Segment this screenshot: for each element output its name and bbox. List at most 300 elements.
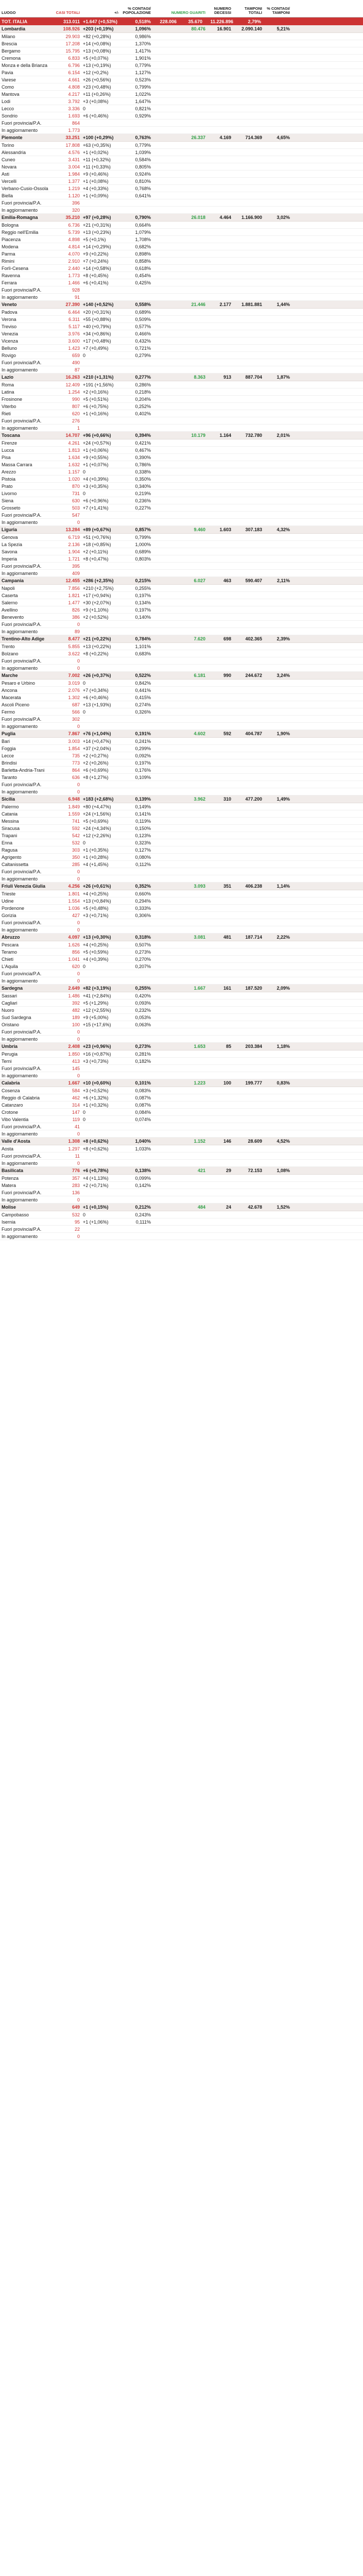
province-casi: 1.377 [68, 178, 80, 184]
province-casi: 741 [72, 818, 80, 824]
province-pct: 0,074% [135, 1116, 151, 1122]
province-pct [120, 980, 152, 981]
province-name: Vercelli [2, 178, 17, 184]
province-row [0, 818, 363, 825]
province-row [0, 490, 363, 497]
province-casi: 15.795 [65, 48, 80, 54]
col-luogo[interactable]: LUOGO [2, 10, 16, 15]
region-row[interactable] [0, 1204, 363, 1211]
province-pct: 0,294% [135, 898, 151, 904]
province-casi: 0 [77, 971, 80, 976]
region-name: Molise [2, 1205, 16, 1210]
province-casi: 0 [77, 1197, 80, 1202]
region-row[interactable] [0, 985, 363, 992]
province-var: +15 (+17,6%) [83, 1022, 111, 1027]
region-row[interactable] [0, 1079, 363, 1087]
province-row [0, 788, 363, 795]
province-var: +9 (+0,46%) [83, 171, 109, 177]
province-var: +24 (+4,34%) [83, 825, 111, 831]
region-decessi: 1.164 [219, 433, 231, 438]
province-var [81, 522, 120, 523]
province-row [0, 468, 363, 476]
province-var [81, 1068, 120, 1069]
region-decessi: 29 [226, 1168, 231, 1173]
region-row[interactable] [0, 134, 363, 142]
province-pct: 0,402% [135, 411, 151, 416]
region-guariti: 80.476 [191, 26, 205, 31]
province-pct: 0,084% [135, 1109, 151, 1115]
col-var[interactable]: +/- [114, 10, 119, 15]
province-name: Gorizia [2, 912, 16, 918]
province-name: Brescia [2, 41, 18, 46]
province-name: Latina [2, 389, 14, 395]
province-casi: 87 [74, 367, 80, 372]
province-var: +18 (+0,85%) [83, 541, 111, 547]
province-pct: 0,092% [135, 753, 151, 758]
province-row [0, 657, 363, 665]
province-pct: 0,507% [135, 942, 151, 947]
region-row[interactable] [0, 374, 363, 381]
province-casi: 1.626 [68, 942, 80, 947]
region-casi: 2.408 [68, 1044, 80, 1049]
province-casi: 314 [72, 1102, 80, 1108]
region-row[interactable] [0, 577, 363, 585]
province-name: Piacenza [2, 236, 21, 242]
province-row [0, 1036, 363, 1043]
province-pct: 0,111% [135, 1219, 151, 1225]
province-var: +11 (+0,33%) [83, 164, 111, 170]
province-casi: 396 [72, 200, 80, 206]
region-row[interactable] [0, 883, 363, 890]
region-var: +76 (+1,04%) [83, 731, 111, 736]
region-spacer [152, 937, 181, 938]
province-row [0, 919, 363, 926]
province-var: +13 (+1,93%) [83, 702, 111, 707]
province-name: Matera [2, 1182, 16, 1188]
province-casi: 302 [72, 716, 80, 722]
province-var [81, 719, 120, 720]
province-pct: 0,584% [135, 157, 151, 162]
province-var: +6 (+0,75%) [83, 403, 109, 409]
region-name: Calabria [2, 1080, 20, 1086]
province-var: 0 [83, 106, 86, 111]
province-row [0, 1189, 363, 1196]
province-var: 0 [83, 680, 86, 686]
province-name: Belluno [2, 345, 18, 351]
province-pct [120, 871, 152, 872]
region-pct: 0,763% [135, 135, 151, 140]
province-name: Terni [2, 1058, 12, 1064]
province-name: Vicenza [2, 338, 18, 344]
region-casi: 6.948 [68, 796, 80, 802]
province-row [0, 417, 363, 425]
region-casi: 14.707 [65, 433, 80, 438]
region-positivi: 2,09% [276, 986, 290, 991]
province-var [81, 660, 120, 662]
col-decessi[interactable]: NUMERO DECESSI [214, 6, 231, 15]
province-name: Reggio di Calabria [2, 1095, 40, 1100]
province-var: +14 (+0,08%) [83, 41, 111, 46]
province-row [0, 875, 363, 883]
province-var: +7 (+1,41%) [83, 505, 109, 511]
province-name: Nuoro [2, 1007, 14, 1013]
province-var: 0 [83, 1109, 86, 1115]
province-name: Fuori provincia/P.A. [2, 200, 42, 206]
region-pct: 0,255% [135, 986, 151, 991]
region-var: +100 (+0,29%) [83, 135, 114, 140]
province-pct [120, 130, 152, 131]
province-pct [120, 1236, 152, 1237]
region-pct: 0,273% [135, 1044, 151, 1049]
region-guariti: 21.446 [191, 302, 205, 307]
province-casi: 320 [72, 207, 80, 213]
province-name: Roma [2, 382, 14, 387]
region-tamponi: 406.238 [245, 884, 262, 889]
province-pct: 0,340% [135, 483, 151, 489]
province-row [0, 323, 363, 330]
province-var: +80 (+4,47%) [83, 804, 111, 809]
province-name: Padova [2, 309, 18, 315]
province-pct: 0,232% [135, 1007, 151, 1013]
province-row [0, 1050, 363, 1058]
province-row [0, 83, 363, 91]
province-casi: 4.661 [68, 77, 80, 82]
province-row [0, 1233, 363, 1240]
region-row[interactable] [0, 635, 363, 643]
region-row[interactable] [0, 672, 363, 680]
province-pct: 0,441% [135, 687, 151, 693]
province-casi: 1.157 [68, 469, 80, 474]
province-name: Cremona [2, 55, 21, 61]
province-pct: 0,279% [135, 352, 151, 358]
province-name: Monza e della Brianza [2, 62, 48, 68]
region-positivi: 1,87% [276, 375, 290, 380]
province-casi: 11 [75, 1153, 80, 1159]
region-pct: 0,522% [135, 673, 151, 678]
province-name: Pescara [2, 942, 19, 947]
province-casi: 532 [72, 1212, 80, 1217]
region-tamponi: 28.609 [248, 1139, 262, 1144]
province-row [0, 941, 363, 948]
province-name: Taranto [2, 774, 18, 780]
province-casi: 462 [72, 1095, 80, 1100]
province-var: +21 (+0,31%) [83, 222, 111, 228]
province-name: Pesaro e Urbino [2, 680, 36, 686]
province-pct: 0,323% [135, 840, 151, 845]
province-pct: 0,390% [135, 454, 151, 460]
region-tamponi: 1.166.900 [241, 215, 262, 220]
province-var: +7 (+0,24%) [83, 258, 109, 264]
province-casi: 91 [74, 294, 80, 300]
region-pct: 0,191% [135, 731, 151, 736]
col-casi[interactable]: CASI TOTALI [56, 10, 80, 15]
province-pct: 0,053% [135, 1014, 151, 1020]
region-pct: 0,215% [135, 578, 151, 583]
region-tamponi: 732.780 [245, 433, 262, 438]
province-var [81, 1039, 120, 1040]
province-name: Salerno [2, 600, 18, 605]
col-positivi[interactable]: % CONTAGI/ TAMPONI [267, 6, 290, 15]
province-var: +4 (+0,25%) [83, 942, 109, 947]
province-casi: 620 [72, 963, 80, 969]
province-name: Fuori provincia/P.A. [2, 920, 42, 925]
province-row [0, 723, 363, 730]
province-pct: 0,119% [135, 818, 151, 824]
province-name: Trento [2, 643, 15, 649]
province-var: +40 (+0,79%) [83, 324, 111, 329]
region-decessi: 100 [223, 1080, 231, 1086]
province-name: Pistoia [2, 476, 16, 482]
province-var: +20 (+0,31%) [83, 309, 111, 315]
province-row [0, 832, 363, 839]
region-row[interactable] [0, 1167, 363, 1175]
region-row[interactable] [0, 1138, 363, 1145]
province-casi: 303 [72, 847, 80, 853]
province-row [0, 425, 363, 432]
province-row [0, 512, 363, 519]
province-var: +6 (+0,69%) [83, 767, 109, 773]
province-var: +7 (+0,49%) [83, 345, 109, 351]
province-var [81, 1163, 120, 1164]
province-casi: 1.634 [68, 454, 80, 460]
province-name: Bolzano [2, 651, 19, 656]
province-casi: 6.719 [68, 534, 80, 540]
province-name: In aggiornamento [2, 1036, 38, 1042]
region-row[interactable] [0, 301, 363, 309]
province-pct: 0,123% [135, 833, 151, 838]
province-row [0, 890, 363, 897]
province-name: Fuori provincia/P.A. [2, 418, 42, 423]
province-row [0, 1116, 363, 1123]
province-var: 0 [83, 352, 86, 358]
province-name: Macerata [2, 694, 21, 700]
region-tamponi: 307.183 [245, 527, 262, 532]
province-pct: 0,204% [135, 396, 151, 402]
province-row [0, 701, 363, 708]
province-pct: 1,022% [135, 91, 151, 97]
province-var: +9 (+0,55%) [83, 454, 109, 460]
province-name: Ragusa [2, 847, 18, 853]
province-casi: 630 [72, 498, 80, 503]
province-name: Bologna [2, 222, 19, 228]
province-var: +1 (+0,06%) [83, 447, 109, 453]
province-name: Mantova [2, 91, 20, 97]
province-pct: 0,810% [135, 178, 151, 184]
province-row [0, 839, 363, 846]
province-name: Caltanissetta [2, 861, 29, 867]
province-name: Fuori provincia/P.A. [2, 1153, 42, 1159]
province-name: Massa Carrara [2, 462, 32, 467]
province-row [0, 222, 363, 229]
province-row [0, 599, 363, 606]
region-pct: 0,558% [135, 302, 151, 307]
province-row [0, 258, 363, 265]
province-name: Catania [2, 811, 18, 817]
province-var: +13 (+0,08%) [83, 48, 111, 54]
total-row [0, 18, 363, 25]
province-casi: 89 [74, 629, 80, 634]
province-casi: 1.219 [68, 185, 80, 191]
province-pct [120, 668, 152, 669]
province-name: Pordenone [2, 905, 25, 911]
province-var: +9 (+5,00%) [83, 1014, 109, 1020]
region-casi: 12.455 [65, 578, 80, 583]
province-var: +2 (+0,71%) [83, 1182, 109, 1188]
province-casi: 0 [77, 876, 80, 882]
region-pct: 0,784% [135, 636, 151, 641]
province-pct: 0,929% [135, 113, 151, 118]
region-row[interactable] [0, 432, 363, 439]
province-casi: 392 [72, 1000, 80, 1006]
province-name: Torino [2, 142, 14, 148]
province-var: +1 (+0,08%) [83, 178, 109, 184]
province-pct: 0,338% [135, 469, 151, 474]
col-guariti[interactable]: NUMERO GUARITI [171, 10, 205, 15]
province-name: Aosta [2, 1146, 14, 1151]
province-casi: 5.855 [68, 643, 80, 649]
province-row [0, 555, 363, 563]
province-var [81, 631, 120, 632]
province-pct: 0,274% [135, 702, 151, 707]
province-casi: 864 [72, 120, 80, 126]
region-positivi: 4,52% [276, 1139, 290, 1144]
province-var: +1 (+0,32%) [83, 1102, 109, 1108]
province-pct [120, 660, 152, 662]
region-var: +286 (+2,35%) [83, 578, 114, 583]
region-positivi: 2,22% [276, 935, 290, 940]
province-name: In aggiornamento [2, 127, 38, 133]
province-name: Bari [2, 738, 10, 744]
province-name: Firenze [2, 440, 18, 446]
province-casi: 6.464 [68, 309, 80, 315]
province-name: Fuori provincia/P.A. [2, 1065, 42, 1071]
province-pct: 0,197% [135, 592, 151, 598]
region-guariti: 1.223 [194, 1080, 205, 1086]
province-row [0, 774, 363, 781]
province-row [0, 912, 363, 919]
province-pct: 0,786% [135, 462, 151, 467]
province-casi: 566 [72, 709, 80, 715]
province-casi: 0 [77, 1160, 80, 1166]
province-casi: 2.136 [68, 541, 80, 547]
region-tamponi: 590.407 [245, 578, 262, 583]
region-row[interactable] [0, 25, 363, 33]
province-pct: 0,197% [135, 760, 151, 766]
province-var: +6 (+1,32%) [83, 1095, 109, 1100]
province-casi: 4.070 [68, 251, 80, 257]
province-row [0, 665, 363, 672]
province-row [0, 716, 363, 723]
region-row[interactable] [0, 934, 363, 941]
province-name: Fuori provincia/P.A. [2, 621, 42, 627]
province-casi: 0 [77, 789, 80, 794]
province-casi: 6.736 [68, 222, 80, 228]
region-tamponi: 404.787 [245, 731, 262, 736]
province-row [0, 497, 363, 504]
region-pct: 0,138% [135, 1168, 151, 1173]
province-var [81, 428, 120, 429]
region-pct: 0,101% [135, 1080, 151, 1086]
province-var: +210 (+2,75%) [83, 585, 114, 591]
province-row [0, 897, 363, 905]
region-row[interactable] [0, 214, 363, 222]
region-pct: 1,096% [135, 26, 151, 31]
province-name: Verbano-Cusio-Ossola [2, 185, 48, 191]
province-var: +8 (+1,27%) [83, 774, 109, 780]
region-spacer [152, 1046, 181, 1047]
province-casi: 3.792 [68, 98, 80, 104]
province-casi: 735 [72, 753, 80, 758]
province-casi: 12.409 [65, 382, 80, 387]
region-row[interactable] [0, 526, 363, 534]
province-name: In aggiornamento [2, 1160, 38, 1166]
total-name: TOT. ITALIA [2, 19, 28, 24]
province-casi: 1.297 [68, 1146, 80, 1151]
province-name: Treviso [2, 324, 17, 329]
region-row[interactable] [0, 795, 363, 803]
province-pct: 0,063% [135, 1022, 151, 1027]
region-casi: 13.284 [65, 527, 80, 532]
province-pct: 0,415% [135, 694, 151, 700]
province-row [0, 614, 363, 621]
province-pct: 0,779% [135, 142, 151, 148]
province-row [0, 286, 363, 294]
province-row [0, 1226, 363, 1233]
province-row [0, 534, 363, 541]
province-casi: 357 [72, 1175, 80, 1181]
region-positivi: 3,24% [276, 673, 290, 678]
region-row[interactable] [0, 730, 363, 738]
region-row[interactable] [0, 1043, 363, 1050]
province-name: Campobasso [2, 1212, 29, 1217]
province-pct: 1,000% [135, 541, 151, 547]
province-row [0, 250, 363, 258]
province-casi: 1.821 [68, 592, 80, 598]
province-var: +8 (+0,45%) [83, 273, 109, 278]
region-casi: 1.667 [68, 1080, 80, 1086]
province-pct: 0,306% [135, 912, 151, 918]
province-pct: 0,924% [135, 171, 151, 177]
province-row [0, 345, 363, 352]
province-name: In aggiornamento [2, 425, 38, 431]
province-casi: 3.976 [68, 331, 80, 336]
province-var: 0 [83, 840, 86, 845]
province-row [0, 650, 363, 657]
province-casi: 409 [72, 570, 80, 576]
region-var: +21 (+0,22%) [83, 636, 111, 641]
region-positivi: 5,21% [276, 26, 290, 31]
province-name: Trapani [2, 833, 18, 838]
province-row [0, 105, 363, 112]
province-casi: 350 [72, 854, 80, 860]
province-pct [120, 297, 152, 298]
province-row [0, 1014, 363, 1021]
province-row [0, 1021, 363, 1028]
col-tamponi[interactable]: TAMPONI TOTALI [244, 6, 262, 15]
province-name: In aggiornamento [2, 1131, 38, 1137]
col-pct[interactable]: % CONTAGI/ POPOLAZIONE [123, 6, 151, 15]
province-name: Chieti [2, 956, 14, 962]
region-casi: 776 [72, 1168, 80, 1173]
province-pct [120, 1156, 152, 1157]
region-var: +97 (+0,28%) [83, 215, 111, 220]
province-row [0, 76, 363, 83]
province-row [0, 1065, 363, 1072]
region-casi: 4.256 [68, 884, 80, 889]
province-name: Fuori provincia/P.A. [2, 1226, 42, 1232]
province-pct: 0,176% [135, 767, 151, 773]
province-casi: 1.423 [68, 345, 80, 351]
